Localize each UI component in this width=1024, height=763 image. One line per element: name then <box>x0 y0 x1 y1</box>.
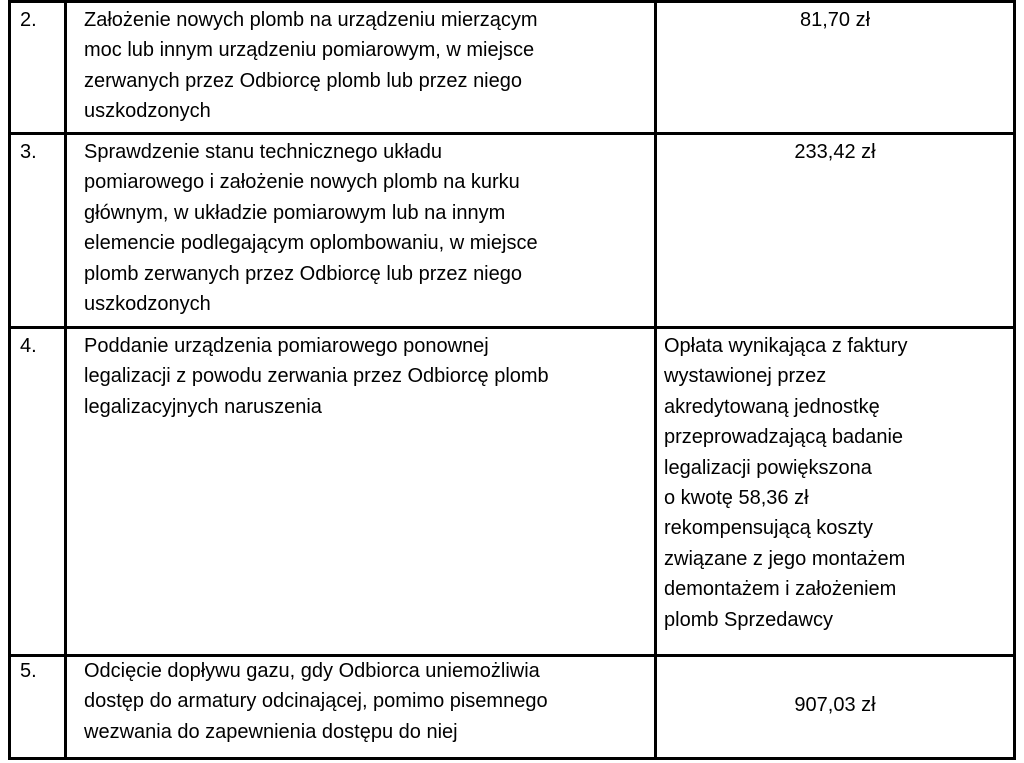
description-line: moc lub innym urządzeniu pomiarowym, w miejsce <box>84 39 535 62</box>
price-line: Opłata wynikająca z faktury <box>664 335 908 357</box>
row-description <box>84 331 549 422</box>
table-border-right <box>1013 0 1016 760</box>
price-line: rekompensującą koszty <box>664 517 873 540</box>
table-column-divider-price <box>654 0 657 760</box>
description-line: uszkodzonych <box>84 100 211 123</box>
price-line: legalizacji powiększona <box>664 456 872 479</box>
price-line: 81,70 zł <box>799 9 871 31</box>
description-line: wezwania do zapewnienia dostępu do niej <box>84 720 458 743</box>
row-description <box>84 656 548 747</box>
description-line: Poddanie urządzenia pomiarowego ponownej <box>84 335 489 357</box>
row-number <box>20 137 37 167</box>
row-description <box>84 137 538 319</box>
row-price <box>657 137 1013 167</box>
row-number <box>20 331 37 361</box>
row-number-text: 5. <box>20 660 37 682</box>
description-line: pomiarowego i założenie nowych plomb na kurku <box>84 171 520 194</box>
row-price <box>657 690 1013 720</box>
price-line: 907,03 zł <box>794 694 876 716</box>
description-line: Sprawdzenie stanu technicznego układu <box>84 141 443 163</box>
table-row-divider <box>8 132 1016 135</box>
row-number <box>20 656 37 686</box>
table-row-divider <box>8 757 1016 760</box>
table-border-left <box>8 0 11 760</box>
price-line: plomb Sprzedawcy <box>664 608 833 631</box>
price-line: przeprowadzającą badanie <box>664 426 904 449</box>
description-line: Założenie nowych plomb na urządzeniu mierzącym <box>84 9 538 31</box>
price-line: o kwotę 58,36 zł <box>664 486 809 509</box>
description-line: głównym, w układzie pomiarowym lub na innym <box>84 201 506 224</box>
price-line: związane z jego montażem <box>664 547 906 570</box>
fee-table <box>8 0 1016 760</box>
description-line: elemencie podlegającym oplombowaniu, w miejsce <box>84 232 538 255</box>
description-line: dostęp do armatury odcinającej, pomimo pisemnego <box>84 690 548 713</box>
price-line: wystawionej przez <box>664 365 827 388</box>
row-price <box>657 5 1013 35</box>
table-row-divider <box>8 0 1016 3</box>
row-number-text: 2. <box>20 9 37 31</box>
description-line: plomb zerwanych przez Odbiorcę lub przez niego <box>84 262 522 285</box>
row-description <box>84 5 538 127</box>
description-line: legalizacji z powodu zerwania przez Odbiorcę plomb <box>84 365 549 388</box>
price-line: akredytowaną jednostkę <box>664 395 880 418</box>
description-line: legalizacyjnych naruszenia <box>84 395 322 418</box>
row-number-text: 3. <box>20 141 37 163</box>
row-number-text: 4. <box>20 335 37 357</box>
table-column-divider-number <box>64 0 67 760</box>
description-line: Odcięcie dopływu gazu, gdy Odbiorca uniemożliwia <box>84 660 540 682</box>
description-line: uszkodzonych <box>84 292 211 315</box>
table-row-divider <box>8 326 1016 329</box>
price-line: demontażem i założeniem <box>664 578 897 601</box>
description-line: zerwanych przez Odbiorcę plomb lub przez niego <box>84 69 522 92</box>
price-line: 233,42 zł <box>794 141 876 163</box>
row-price <box>664 331 907 635</box>
row-number <box>20 5 37 35</box>
